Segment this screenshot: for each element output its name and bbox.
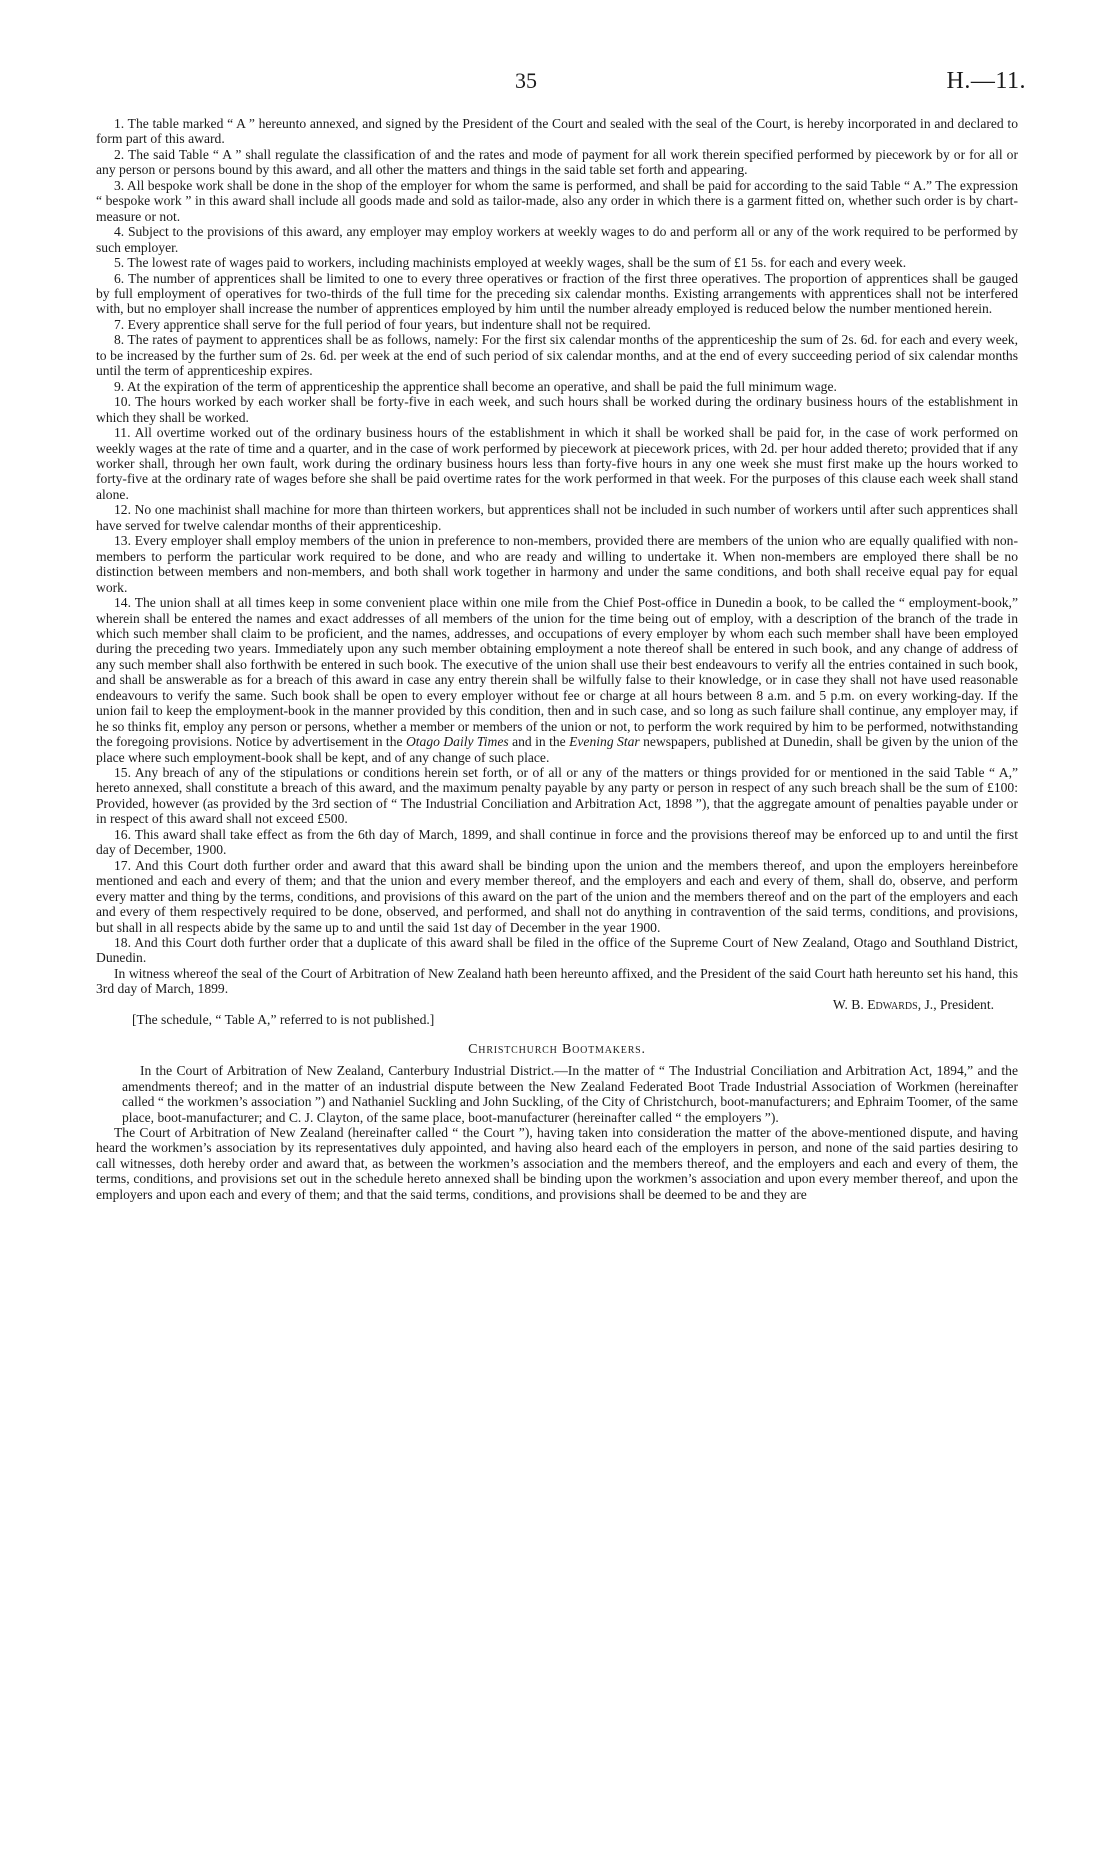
page-number: 35 bbox=[515, 68, 537, 93]
clause-5: 5. The lowest rate of wages paid to workers, including machinists employed at weekly wages, shall be the sum of £1 5s. for each and every week. bbox=[114, 255, 907, 271]
clause-14-text-b: and in the bbox=[512, 734, 566, 750]
clause-17: 17. And this Court doth further order and award that this award shall be binding upon the union and the members thereof, and upon the employers hereinbefore mentioned and each and every of them; and that the union and every member thereof, and the employers and each and every of them, shall do, observe, and perform every matter and thing by the terms, conditions, and provisions of this award on the part of the union and the members thereof and on the part of the employers and each and every of them respectively required to be done, observed, and performed, and shall not do anything in contravention of the said terms, conditions, and provisions, but shall in all respects abide by the same up to and until the said 1st day of December in the year 1900. bbox=[96, 857, 1018, 935]
signature-surname: Edwards bbox=[867, 996, 918, 1012]
clause-1: 1. The table marked “ A ” hereunto annexed, and signed by the President of the Court and sealed with the seal of the Court, is hereby incorporated in and declared to form part of this award. bbox=[96, 116, 1018, 147]
clause-13: 13. Every employer shall employ members of the union in preference to non-members, provided there are members of the union who are equally qualified with non-members to perform the particular work required to be done, and who are ready and willing to undertake it. When non-members are employed there shall be no distinction between members and non-members, and both shall work together in harmony and under the same conditions, and both shall receive equal pay for equal work. bbox=[96, 533, 1018, 595]
clause-14-text-a: 14. The union shall at all times keep in some convenient place within one mile from the Chief Post-office in Dunedin a book, to be called the “ employment-book,” wherein shall be entered the names and exact addresses of all members of the union for the time being out of employ, with a description of the branch of the trade in which such member shall claim to be proficient, and the names, addresses, and occupations of every employer by whom each such member shall have been employed during the preceding two years. Immediately upon any such member obtaining employment a note thereof shall be entered in such book, and any change of address of any such member shall also forthwith be entered in such book. The executive of the union shall use their best endeavours to verify all the entries contained in such book, and shall be answerable as for a breach of this award in case any entry therein shall be wilfully false to their knowledge, or in case they shall not have used reasonable endeavours to verify the same. Such book shall be open to every employer without fee or charge at all hours between 8 a.m. and 5 p.m. on every working-day. If the union fail to keep the employment-book in the manner provided by this condition, then and in such case, and so long as such failure shall continue, any employer may, if he so thinks fit, employ any person or persons, whether a member or members of the union or not, to perform the work required by him to be performed, notwithstanding the foregoing provisions. Notice by advertisement in the bbox=[96, 595, 1018, 750]
clause-8: 8. The rates of payment to apprentices shall be as follows, namely: For the first six calendar months of the apprenticeship the sum of 2s. 6d. for each and every week, to be increased by the further sum of 2s. 6d. per week at the end of such period of six calendar months, and at the end of every succeeding period of six calendar months until the term of apprenticeship expires. bbox=[96, 332, 1018, 379]
clause-2: 2. The said Table “ A ” shall regulate the classification of and the rates and mode of payment for all work therein specified performed by piecework by or for all or any person or persons bound by this award, and all other the matters and things in the said table set forth and appearing. bbox=[96, 146, 1018, 178]
clause-9: 9. At the expiration of the term of apprenticeship the apprentice shall become an operative, and shall be paid the full minimum wage. bbox=[114, 378, 837, 394]
clause-16: 16. This award shall take effect as from the 6th day of March, 1899, and shall continue in force and the provisions thereof may be enforced up to and until the first day of December, 1900. bbox=[96, 826, 1018, 858]
signature-suffix: , J., President. bbox=[917, 996, 994, 1012]
clause-10: 10. The hours worked by each worker shall be forty-five in each week, and such hours shall be worked during the ordinary business hours of the establishment in which they shall be worked. bbox=[96, 394, 1018, 425]
preamble: In the Court of Arbitration of New Zealand, Canterbury Industrial District.—In the matter of “ The Industrial Conciliation and Arbitration Act, 1894,” and the amendments thereof; and in the matter of an industrial dispute between the New Zealand Federated Boot Trade Industrial Association of Workmen (hereinafter called “ the workmen’s association ”) and Nathaniel Suckling and John Suckling, of the City of Christchurch, boot-manufacturers; and Ephraim Toomer, of the same place, boot-manufacturer; and C. J. Clayton, of the same place, boot-manufacturer (hereinafter called “ the employers ”). bbox=[122, 1063, 1018, 1125]
clause-15: 15. Any breach of any of the stipulations or conditions herein set forth, or of all or any of the matters or things provided for or mentioned in the said Table “ A,” hereto annexed, shall constitute a breach of this award, and the maximum penalty payable by any party or person in respect of any such breach shall be the sum of £100: Provided, however (as provided by the 3rd section of “ The Industrial Conciliation and Arbitration Act, 1898 ”), that the aggregate amount of penalties payable under or in respect of this award shall not exceed £500. bbox=[96, 765, 1018, 827]
signature-initials: W. B. bbox=[832, 996, 864, 1012]
clause-6: 6. The number of apprentices shall be limited to one to every three operatives or fraction of the first three operatives. The proportion of apprentices shall be gauged by full employment of operatives for two-thirds of the full time for the preceding six calendar months. Existing arrangements with apprentices shall not be interfered with, but no employer shall increase the number of apprentices employed by him until the number already employed is reduced below the number mentioned herein. bbox=[96, 270, 1018, 317]
schedule-note: [The schedule, “ Table A,” referred to is not published.] bbox=[132, 1012, 435, 1028]
clause-7: 7. Every apprentice shall serve for the full period of four years, but indenture shall not be required. bbox=[114, 316, 651, 332]
document-body bbox=[96, 116, 1018, 1202]
page-header bbox=[0, 68, 1114, 98]
clause-18: 18. And this Court doth further order that a duplicate of this award shall be filed in the office of the Supreme Court of New Zealand, Otago and Southland District, Dunedin. bbox=[96, 935, 1018, 966]
signature-line bbox=[96, 997, 1018, 1012]
section-title: Christchurch Bootmakers. bbox=[468, 1041, 646, 1057]
clause-11: 11. All overtime worked out of the ordinary business hours of the establishment in which it shall be worked shall be paid for, in the case of work performed on weekly wages at the rate of time and a quarter, and in the case of work performed by piecework at piecework prices, with 2d. per hour added thereto; provided that if any worker shall, through her own fault, work during the ordinary business hours less than forty-five hours in any one week she must first make up the hours worked to forty-five at the ordinary rate of wages before she shall be paid overtime rates for the work performed in that week. For the purposes of this clause each week shall stand alone. bbox=[96, 425, 1018, 502]
clause-3: 3. All bespoke work shall be done in the shop of the employer for whom the same is performed, and shall be paid for according to the said Table “ A.” The expression “ bespoke work ” in this award shall include all goods made and sold as tailor-made, also any order in which there is a garment fitted on, whether such order is by chart-measure or not. bbox=[96, 177, 1018, 224]
clause-14 bbox=[96, 595, 1018, 765]
clause-14-text-c: newspapers, published at Dunedin, shall be given by the union of the place where such employment-book shall be kept, and of any change of such place. bbox=[96, 734, 1018, 765]
newspaper-otago-daily-times: Otago Daily Times bbox=[405, 734, 509, 750]
witness-clause: In witness whereof the seal of the Court of Arbitration of New Zealand hath been hereunto affixed, and the President of the said Court hath hereunto set his hand, this 3rd day of March, 1899. bbox=[96, 965, 1018, 997]
document-reference: H.—11. bbox=[946, 68, 1026, 94]
clause-4: 4. Subject to the provisions of this award, any employer may employ workers at weekly wages to do and perform all or any of the work required to be performed by such employer. bbox=[96, 224, 1018, 255]
final-paragraph: The Court of Arbitration of New Zealand (hereinafter called “ the Court ”), having taken into consideration the matter of the above-mentioned dispute, and having heard the workmen’s association by its representatives duly appointed, and having also heard each of the employers in person, and none of the said parties desiring to call witnesses, doth hereby order and award that, as between the workmen’s association and the members thereof, and the employers and each and every of them, the terms, conditions, and provisions set out in the schedule hereto annexed shall be binding upon the workmen’s association and upon every member thereof, and upon the employers and upon each and every of them; and that the said terms, conditions, and provisions shall be deemed to be and they are bbox=[96, 1125, 1018, 1202]
newspaper-evening-star: Evening Star bbox=[569, 734, 640, 750]
clause-12: 12. No one machinist shall machine for more than thirteen workers, but apprentices shall not be included in such number of workers until after such apprentices shall have served for twelve calendar months of their apprenticeship. bbox=[96, 502, 1018, 533]
